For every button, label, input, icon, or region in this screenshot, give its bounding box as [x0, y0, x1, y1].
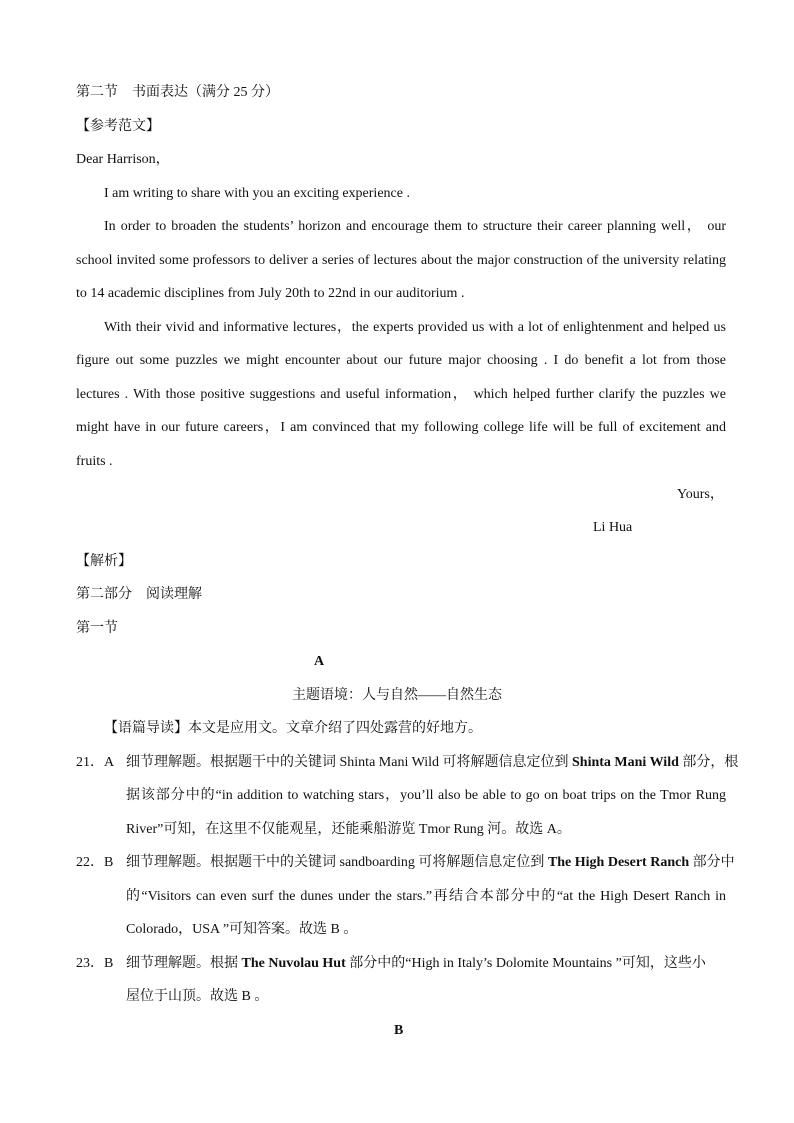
question-explanation-line: Colorado，USA ”可知答案。故选 B 。 — [126, 922, 358, 937]
question-explanation-line: 的“Visitors can even surf the dunes under the stars.”再结合本部分中的“at the High Desert Ranch in — [126, 889, 726, 904]
letter-line: In order to broaden the students’ horizon and encourage them to structure their career planning well， our — [104, 219, 726, 234]
letter-closing: Yours， — [677, 487, 724, 502]
letter-greeting: Dear Harrison， — [76, 152, 170, 167]
subsection-title: 第一节 — [76, 621, 118, 636]
letter-line: lectures . With those positive suggestions and useful information， which helped further clarify the puzzles we — [76, 387, 726, 402]
section-title: 第二节 书面表达（满分 25 分） — [76, 85, 279, 100]
question-number: 22．B — [76, 855, 114, 870]
question-number: 23．B — [76, 956, 114, 971]
question-explanation-line: River”可知，在这里不仅能观星，还能乘船游览 Tmor Rung 河。故选 A。 — [126, 822, 571, 837]
question-explanation: 细节理解题。根据 The Nuvolau Hut 部分中的“High in Italy’s Dolomite Mountains ”可知，这些小 — [126, 956, 706, 971]
letter-line: school invited some professors to deliver a series of lectures about the major construction of the university relating — [76, 253, 726, 268]
letter-line: figure out some puzzles we might encounter about our future major choosing . I do benefit a lot from those — [76, 353, 726, 368]
question-number: 21．A — [76, 755, 115, 770]
letter-signature: Li Hua — [593, 520, 633, 535]
question-explanation-line: 据该部分中的“in addition to watching stars，you’ll also be able to go on boat trips on the Tmor Rung — [126, 788, 726, 803]
question-explanation: 细节理解题。根据题干中的关键词 Shinta Mani Wild 可将解题信息定位到 Shinta Mani Wild 部分，根 — [126, 755, 739, 770]
letter-line: to 14 academic disciplines from July 20th to 22nd in our auditorium . — [76, 286, 465, 301]
question-explanation-line: 屋位于山顶。故选 B 。 — [126, 989, 269, 1004]
analysis-label: 【解析】 — [76, 554, 132, 569]
letter-line: fruits . — [76, 454, 113, 469]
passage-b-letter: B — [394, 1023, 404, 1038]
letter-line: With their vivid and informative lectures，the experts provided us with a lot of enlightenment and helped us — [104, 320, 726, 335]
reference-label: 【参考范文】 — [76, 119, 160, 134]
part-title: 第二部分 阅读理解 — [76, 587, 202, 602]
letter-line: I am writing to share with you an exciting experience . — [104, 186, 410, 201]
passage-a-theme: 主题语境：人与自然——自然生态 — [292, 688, 502, 703]
letter-line: might have in our future careers，I am convinced that my following college life will be full of excitement and — [76, 420, 726, 435]
passage-a-guide: 【语篇导读】本文是应用文。文章介绍了四处露营的好地方。 — [104, 721, 482, 736]
question-explanation: 细节理解题。根据题干中的关键词 sandboarding 可将解题信息定位到 The High Desert Ranch 部分中 — [126, 855, 735, 870]
passage-a-letter: A — [314, 654, 325, 669]
